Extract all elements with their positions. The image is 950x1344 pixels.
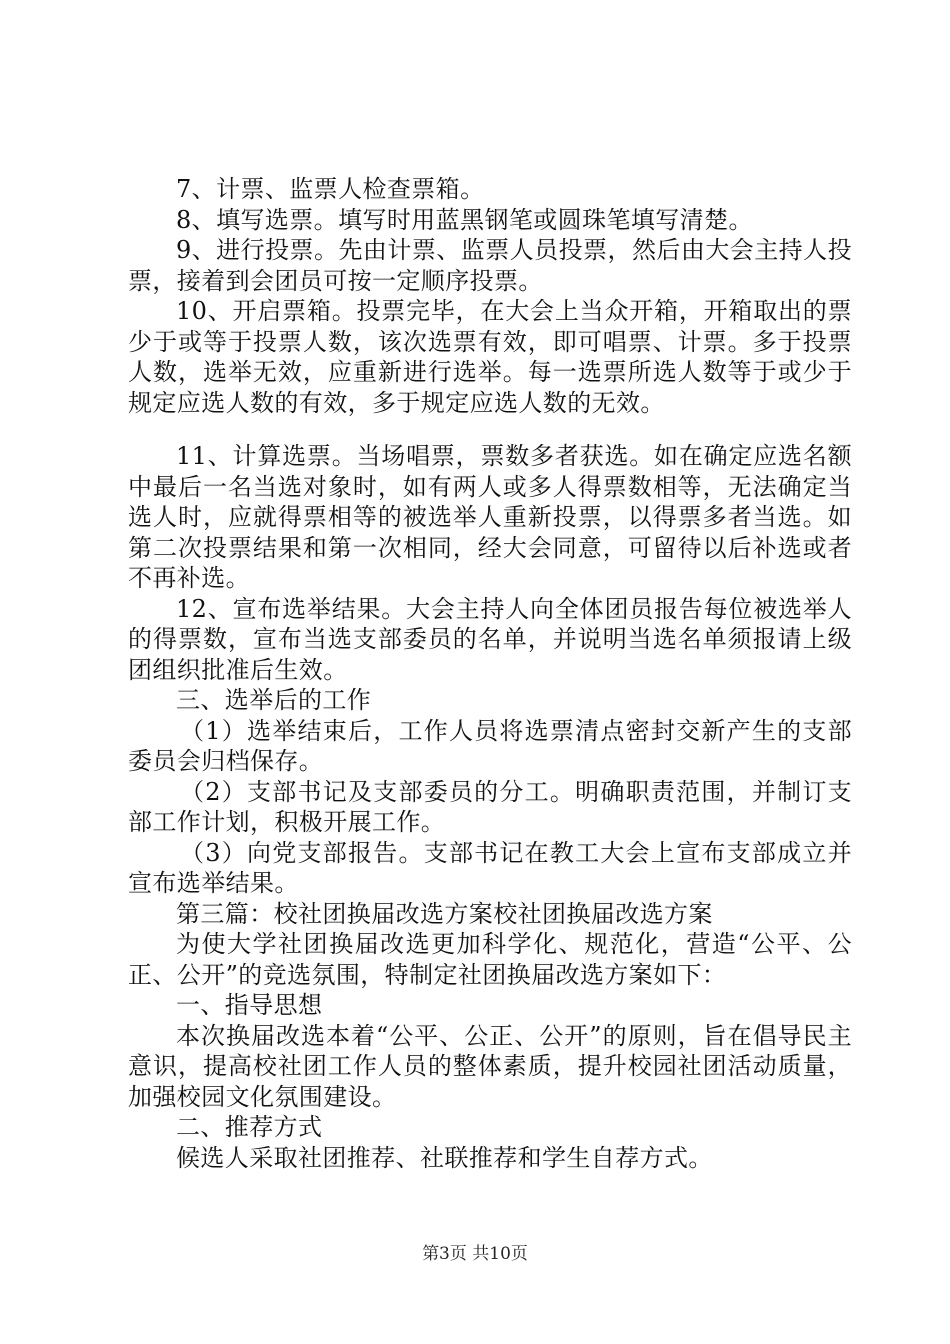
document-body (128, 174, 852, 1173)
paragraph-item-12: 12、宣布选举结果。大会主持人向全体团员报告每位被选举人的得票数，宣布当选支部委员的名单，并说明当选名单须报请上级团组织批准后生效。 (128, 594, 852, 684)
paragraph-item-7: 7、计票、监票人检查票箱。 (176, 175, 485, 203)
paragraph-intro: 为使大学社团换届改选更加科学化、规范化，营造“公平、公正、公开”的竞选氛围，特制定社团换届改选方案如下： (128, 930, 852, 989)
paragraph-item-11: 11、计算选票。当场唱票，票数多者获选。如在确定应选名额中最后一名当选对象时，如有两人或多人得票数相等，无法确定当选人时，应就得票相等的被选举人重新投票，以得票多者当选。如第二次投票结果和第一次相同，经大会同意，可留待以后补选或者不再补选。 (128, 442, 852, 592)
section-heading-post-election: 三、选举后的工作 (176, 686, 372, 714)
paragraph-sub-2: （2）支部书记及支部委员的分工。明确职责范围，并制订支部工作计划，积极开展工作。 (128, 777, 852, 836)
section-heading-guiding-idea: 一、指导思想 (176, 991, 323, 1019)
paragraph-item-9: 9、进行投票。先由计票、监票人员投票，然后由大会主持人投票，接着到会团员可按一定顺序投票。 (128, 236, 852, 295)
paragraph-item-10: 10、开启票箱。投票完毕，在大会上当众开箱，开箱取出的票少于或等于投票人数，该次选票有效，即可唱票、计票。多于投票人数，选举无效，应重新进行选举。每一选票所选人数等于或少于规定应选人数的有效，多于规定应选人数的无效。 (128, 297, 852, 417)
section-heading-recommendation: 二、推荐方式 (176, 1113, 323, 1141)
paragraph-sub-3: （3）向党支部报告。支部书记在教工大会上宣布支部成立并宣布选举结果。 (128, 838, 852, 897)
paragraph-guiding-idea: 本次换届改选本着“公平、公正、公开”的原则，旨在倡导民主意识，提高校社团工作人员的整体素质，提升校园社团活动质量，加强校园文化氛围建设。 (128, 1021, 852, 1111)
paragraph-sub-1: （1）选举结束后，工作人员将选票清点密封交新产生的支部委员会归档保存。 (128, 716, 852, 775)
page-number-footer: 第3页 共10页 (422, 1244, 528, 1264)
paragraph-gap (128, 418, 852, 441)
chapter-title: 第三篇：校社团换届改选方案校社团换届改选方案 (176, 899, 713, 928)
paragraph-recommendation: 候选人采取社团推荐、社联推荐和学生自荐方式。 (176, 1143, 713, 1172)
paragraph-item-8: 8、填写选票。填写时用蓝黑钢笔或圆珠笔填写清楚。 (176, 205, 753, 234)
